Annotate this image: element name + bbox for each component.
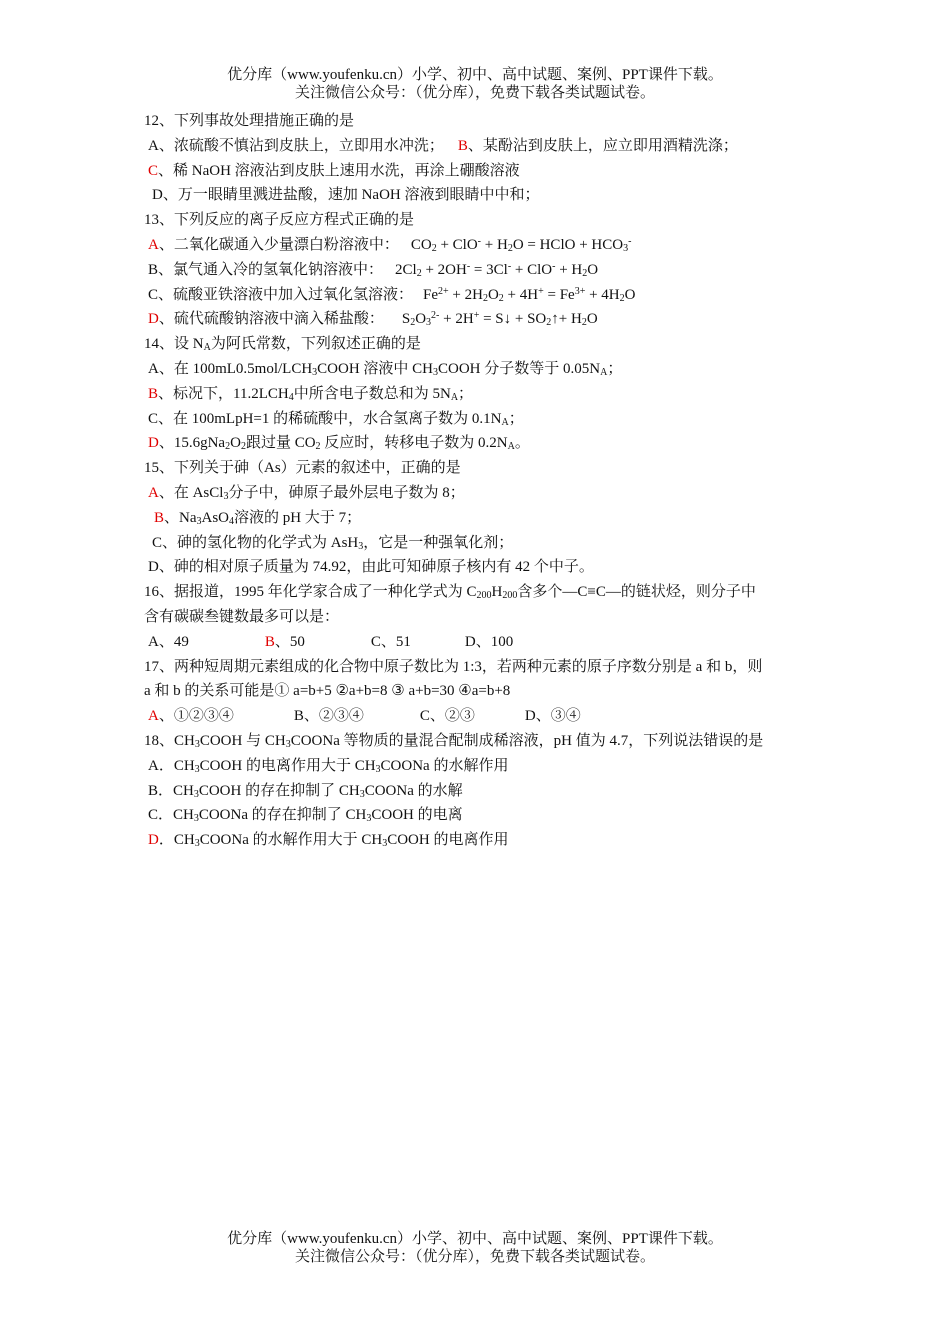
q17-options: A、①②③④ B、②③④ C、②③ D、③④ [148, 708, 581, 725]
q13-equation-d: $S_2O_3^{2-} + 2H^+$ = S↓ + $SO_2↑+ H_2O$ [401, 310, 598, 329]
question-list [144, 109, 844, 853]
q12-option-b: 、某酚沾到皮肤上，应立即用酒精洗涤； [467, 137, 738, 154]
q13-option-b: B、氯气通入冷的氢氧化钠溶液中： $2Cl_2 + 2OH^- = 3Cl^- + ClO^- + H_2O$ [148, 260, 599, 279]
q15-option-a: A、在 AsCl$_3$分子中，砷原子最外层电子数为 8； [148, 484, 465, 502]
q18-option-c: C．$CH_3COONa$ 的存在抑制了 $CH_3COOH$ 的电离 [148, 807, 463, 825]
q17-stem-2: a 和 b 的关系可能是① a=b+5 ②a+b=8 ③ a+b=30 ④a=b+8 [144, 683, 511, 700]
q13-option-a: A、二氧化碳通入少量漂白粉溶液中： $CO_2 + ClO^- + H_2O$ = HClO + $HCO_3^-$ [148, 235, 632, 254]
q13-stem: 13、下列反应的离子反应方程式正确的是 [144, 212, 415, 229]
q15-option-c: C、砷的氢化物的化学式为 AsH$_3$，它是一种强氧化剂； [152, 534, 514, 552]
page-footer [0, 1230, 950, 1266]
q14-option-d: D、$15.6gNa_2O_2$跟过量 $CO_2$ 反应时，转移电子数为 $0.2N_A$。 [148, 435, 530, 453]
q12-options-ab [144, 134, 844, 159]
q12-option-d: D、万一眼睛里溅进盐酸，速加 NaOH 溶液到眼睛中中和； [152, 187, 540, 204]
footer-line-1: 优分库（www.youfenku.cn）小学、初中、高中试题、案例、PPT课件下载。 [227, 1231, 723, 1247]
q13-equation-a: $CO_2 + ClO^- + H_2O$ = HClO + $HCO_3^-$ [410, 235, 632, 254]
q18-option-a: A．$CH_3COOH$ 的电离作用大于 $CH_3COONa$ 的水解作用 [148, 757, 509, 775]
q14-option-c: C、在 100mLpH=1 的稀硫酸中，水合氢离子数为 $0.1N_A$； [148, 410, 524, 428]
q15-option-b: B、$Na_3AsO_4$溶液的 pH 大于 7； [154, 509, 362, 527]
q14-option-b: B、标况下，$11.2LCH_4$中所含电子数总和为 $5N_A$； [148, 385, 474, 403]
header-line-2: 关注微信公众号：（优分库），免费下载各类试题试卷。 [294, 85, 655, 101]
q14-option-a: A、在 $100mL0.5mol/LCH_3COOH$ 溶液中 $CH_3COOH$ 分子数等于 $0.05N_A$； [148, 360, 623, 378]
q13-option-c: C、硫酸亚铁溶液中加入过氧化氢溶液： $Fe^{2+} + 2H_2O_2 + 4H^+ = Fe^{3+} + 4H_2O$ [148, 285, 636, 304]
q12-option-b-letter: B [457, 137, 468, 154]
footer-line-2: 关注微信公众号：（优分库），免费下载各类试题试卷。 [294, 1249, 655, 1265]
q18-option-b: B．$CH_3COOH$ 的存在抑制了 $CH_3COONa$ 的水解 [148, 782, 463, 800]
header-line-1: 优分库（www.youfenku.cn）小学、初中、高中试题、案例、PPT课件下载。 [227, 67, 723, 83]
q18-stem: 18、$CH_3COOH$ 与 $CH_3COONa$ 等物质的量混合配制成稀溶液，pH 值为 4.7，下列说法错误的是 [144, 732, 764, 750]
q17-stem: 17、两种短周期元素组成的化合物中原子数比为 1:3，若两种元素的原子序数分别是 a 和 b，则 [144, 658, 763, 675]
q15-option-d: D、砷的相对原子质量为 74.92，由此可知砷原子核内有 42 个中子。 [148, 559, 594, 576]
q16-stem-2: 含有碳碳叁键数最多可以是： [144, 608, 340, 625]
q12-stem: 12、下列事故处理措施正确的是 [144, 113, 355, 129]
q13-option-d: D、硫代硫酸钠溶液中滴入稀盐酸： $S_2O_3^{2-} + 2H^+$ = S↓ + $SO_2↑+ H_2O$ [148, 310, 598, 329]
q16-options: A、49 B、50 C、51 D、100 [148, 633, 514, 650]
q12-option-c-letter: C [148, 162, 159, 179]
q13-equation-c: $Fe^{2+} + 2H_2O_2 + 4H^+ = Fe^{3+} + 4H_2O$ [423, 285, 636, 304]
q13-equation-b: $2Cl_2 + 2OH^- = 3Cl^- + ClO^- + H_2O$ [395, 260, 599, 279]
q14-stem: 14、设 $N_A$为阿氏常数，下列叙述正确的是 [144, 336, 421, 354]
q12-option-c-line [144, 159, 844, 184]
page-header [0, 66, 950, 102]
q12-option-a: A、浓硫酸不慎沾到皮肤上，立即用水冲洗； [148, 137, 444, 154]
q16-stem: 16、据报道，1995 年化学家合成了一种化学式为 $C_{200}H_{200}$含多个—C≡C—的链状烃，则分子中 [144, 584, 756, 602]
q18-option-d: D．$CH_3COONa$ 的水解作用大于 $CH_3COOH$ 的电离作用 [148, 832, 509, 850]
q12-option-c: 、稀 NaOH 溶液沾到皮肤上速用水洗，再涂上硼酸溶液 [158, 162, 520, 179]
q15-stem: 15、下列关于砷（As）元素的叙述中，正确的是 [144, 460, 461, 477]
